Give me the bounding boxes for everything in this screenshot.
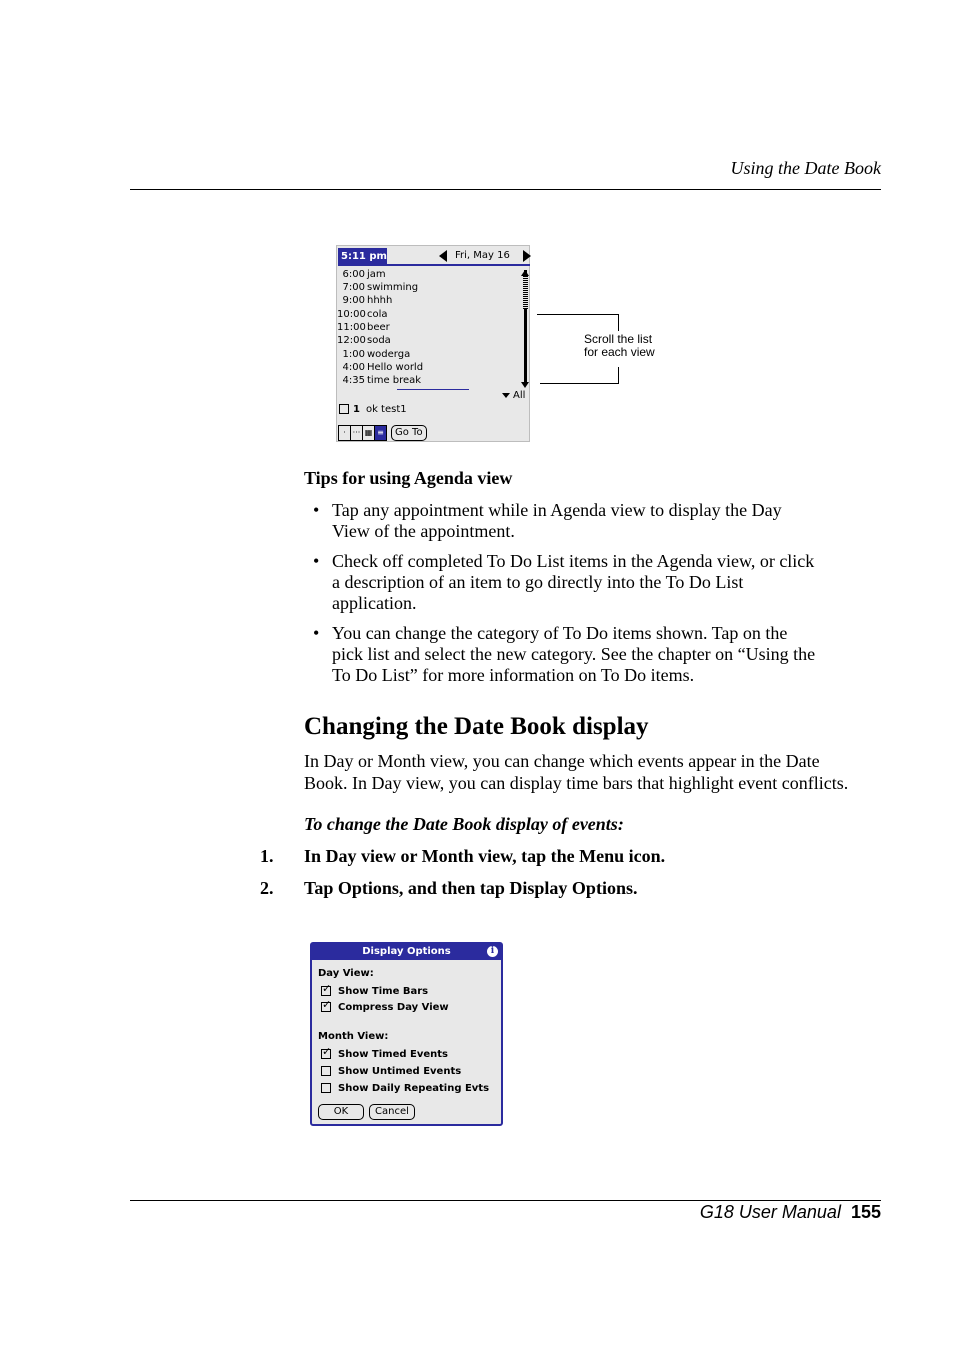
appointment-row[interactable]: 11:00beer — [337, 322, 390, 333]
callout-line-bottom-vertical — [618, 367, 619, 384]
option-show-daily-repeating[interactable]: Show Daily Repeating Evts — [321, 1083, 489, 1094]
view-selector — [338, 425, 387, 441]
step-number: 1. — [260, 846, 274, 866]
callout-line-bottom — [540, 383, 619, 384]
footer-rule — [130, 1200, 881, 1201]
manual-title: G18 User Manual — [699, 1202, 841, 1222]
option-show-timed-events[interactable]: ✓Show Timed Events — [321, 1049, 448, 1060]
running-header: Using the Date Book — [730, 158, 881, 178]
option-show-untimed-events[interactable]: Show Untimed Events — [321, 1066, 461, 1077]
checkbox-checked[interactable] — [321, 1049, 331, 1059]
month-view-icon[interactable]: ▦ — [363, 426, 375, 440]
category-picker[interactable]: All — [502, 390, 525, 401]
intro-paragraph: In Day or Month view, you can change which events appear in the Date Book. In Day view, you can display time bars that highlight event conflicts. — [304, 751, 849, 793]
day-view-icon[interactable]: · — [339, 426, 351, 440]
page-number: 155 — [850, 1202, 881, 1222]
checkbox-checked[interactable] — [321, 986, 331, 996]
page-footer — [700, 1202, 881, 1223]
appointment-row[interactable]: 4:00 Hello world — [342, 362, 424, 373]
step-text: Tap Options, and then tap Display Options. — [304, 878, 638, 898]
date-navigator — [439, 248, 531, 264]
todo-priority: 1 — [353, 404, 360, 415]
appointment-row[interactable]: 7:00 swimming — [342, 282, 419, 293]
callout-line-top-vertical — [618, 314, 619, 331]
procedure-heading: To change the Date Book display of events: — [304, 814, 624, 834]
appointment-row[interactable]: 4:35 time break — [342, 375, 422, 386]
bullet-marker: • — [313, 551, 320, 571]
week-view-icon[interactable]: ··· — [351, 426, 363, 440]
tip-item: Check off completed To Do List items in the Agenda view, or click a description of an item to go directly into the To Do List application. — [332, 551, 815, 613]
dialog-title: Display Options — [312, 944, 501, 960]
day-view-label: Day View: — [318, 968, 374, 979]
ok-button[interactable]: OK — [318, 1104, 364, 1120]
agenda-separator — [397, 389, 469, 390]
appointment-row[interactable]: 10:00cola — [337, 309, 388, 320]
next-day-arrow-icon[interactable] — [523, 250, 531, 262]
appointment-row[interactable]: 1:00 woderga — [342, 349, 411, 360]
callout-line-top — [537, 314, 619, 315]
todo-checkbox[interactable] — [339, 404, 349, 414]
option-show-time-bars[interactable]: ✓Show Time Bars — [321, 986, 428, 997]
current-date: Fri, May 16 — [455, 250, 510, 261]
scroll-callout: Scroll the list for each view — [584, 332, 655, 359]
appointment-row[interactable]: 12:00soda — [337, 335, 391, 346]
agenda-view-screenshot — [336, 245, 530, 442]
cancel-button[interactable]: Cancel — [369, 1104, 415, 1120]
checkbox-unchecked[interactable] — [321, 1083, 331, 1093]
option-compress-day-view[interactable]: ✓Compress Day View — [321, 1002, 449, 1013]
bullet-marker: • — [313, 500, 320, 520]
step-text: In Day view or Month view, tap the Menu icon. — [304, 846, 666, 866]
section-heading: Changing the Date Book display — [304, 713, 649, 740]
scroll-down-arrow-icon[interactable] — [521, 382, 529, 388]
header-rule — [130, 189, 881, 190]
appointment-row[interactable]: 6:00 jam — [342, 269, 386, 280]
agenda-view-icon[interactable]: ≡ — [375, 426, 386, 440]
month-view-label: Month View: — [318, 1031, 389, 1042]
tip-item: You can change the category of To Do items shown. Tap on the pick list and select the new category. See the chapter on “Using the To Do List” for more information on To Do items. — [332, 623, 816, 685]
step-number: 2. — [260, 878, 274, 898]
todo-text[interactable]: ok test1 — [365, 404, 407, 415]
clock-title: 5:11 pm — [338, 248, 387, 265]
tips-heading: Tips for using Agenda view — [304, 468, 513, 488]
checkbox-unchecked[interactable] — [321, 1066, 331, 1076]
checkbox-checked[interactable] — [321, 1002, 331, 1012]
info-icon[interactable]: i — [487, 946, 498, 957]
display-options-dialog — [310, 942, 503, 1126]
todo-item[interactable] — [339, 404, 407, 415]
title-underline — [338, 264, 530, 266]
scroll-thumb[interactable] — [523, 276, 528, 309]
tip-item: Tap any appointment while in Agenda view to display the Day View of the appointment. — [332, 500, 782, 541]
goto-button[interactable]: Go To — [391, 425, 427, 441]
dropdown-triangle-icon — [502, 393, 510, 398]
prev-day-arrow-icon[interactable] — [439, 250, 447, 262]
appointment-row[interactable]: 9:00 hhhh — [342, 295, 393, 306]
bullet-marker: • — [313, 623, 320, 643]
